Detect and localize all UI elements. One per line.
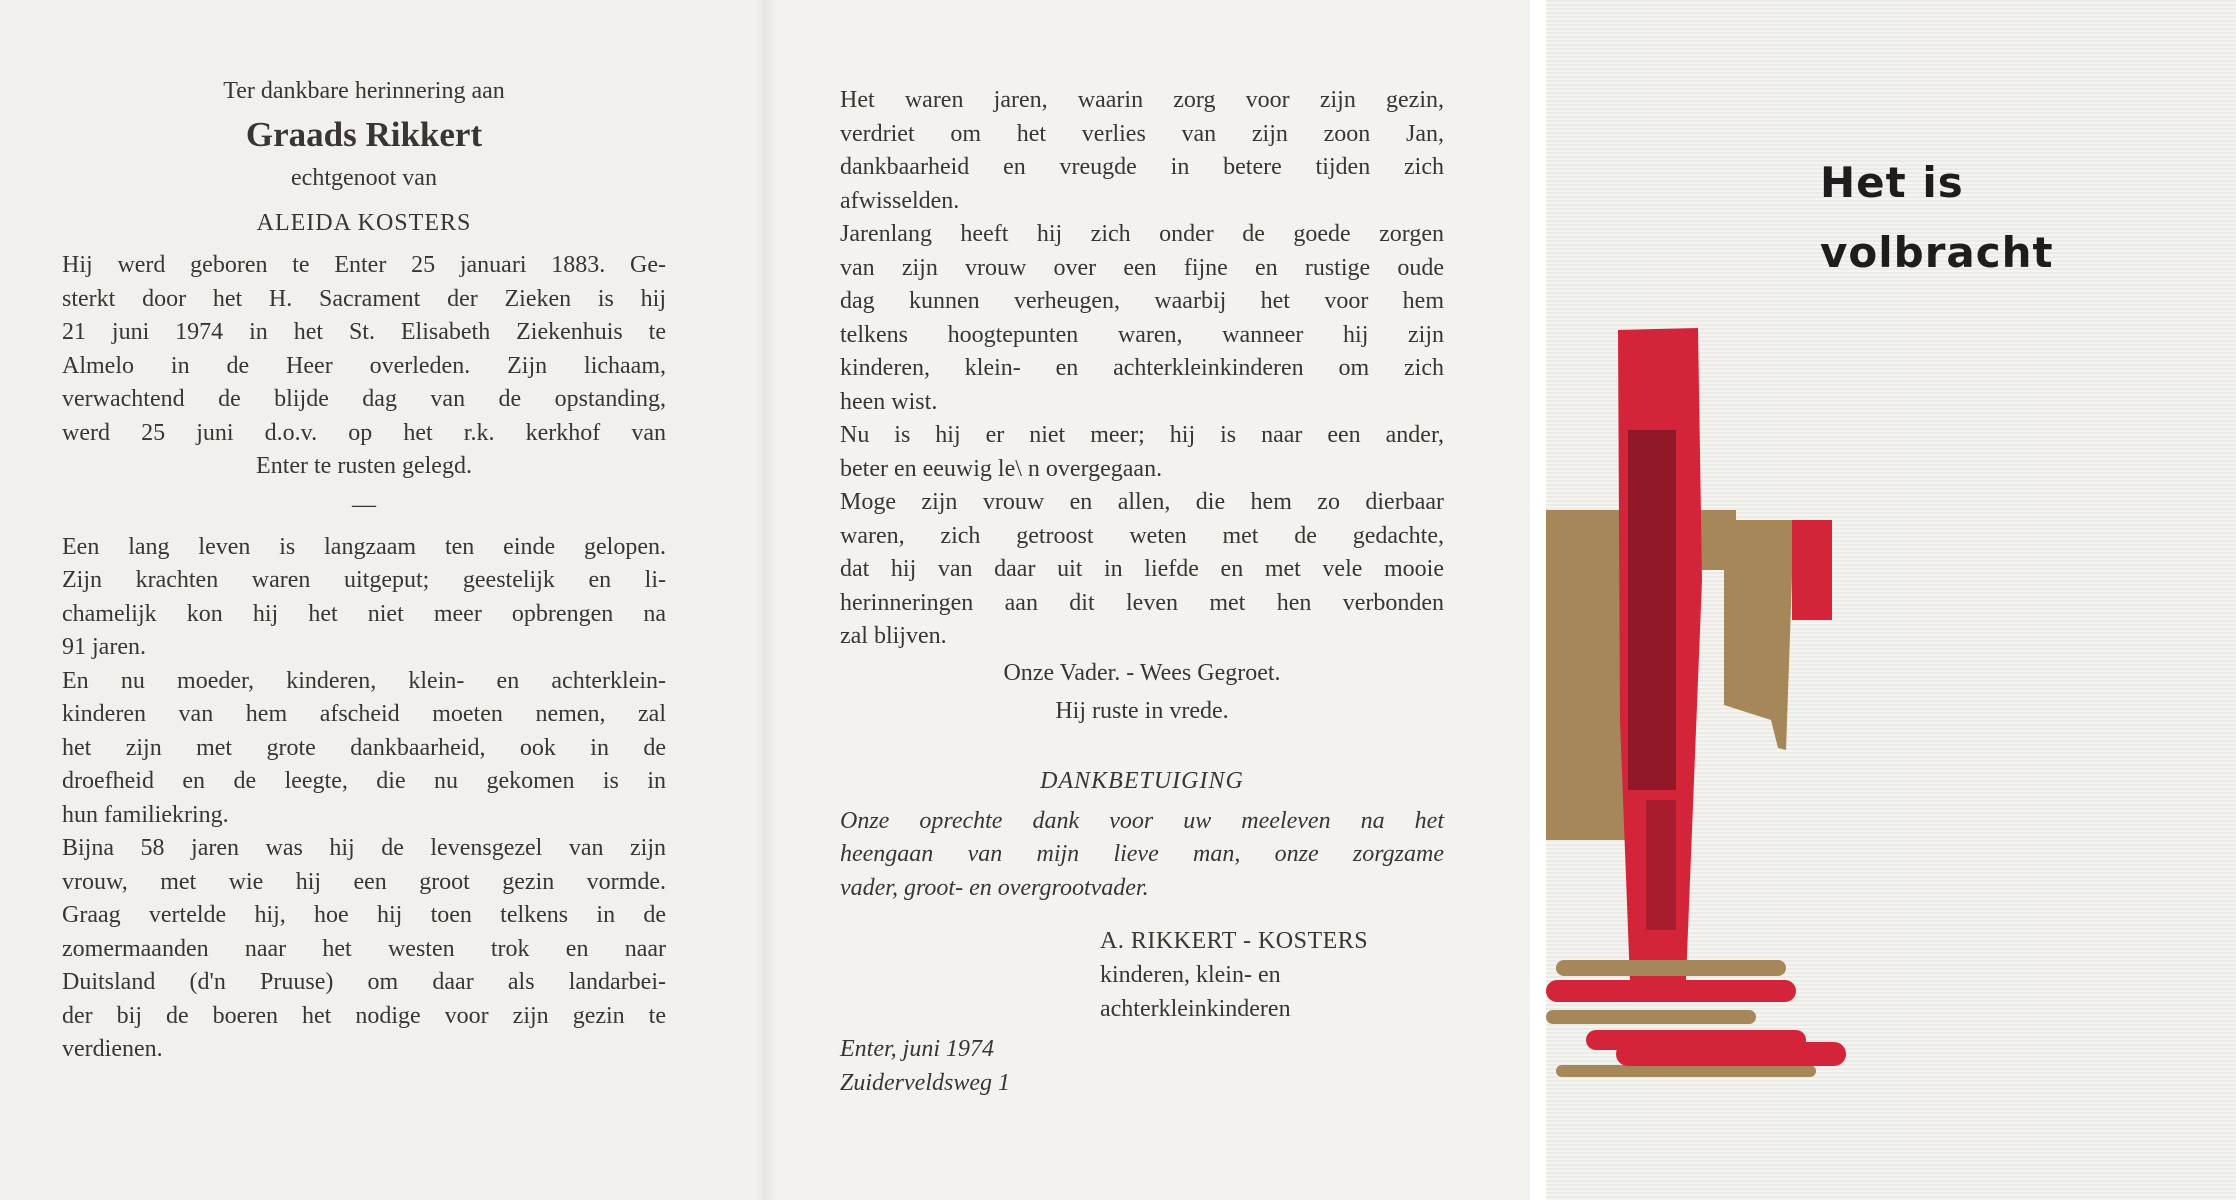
text-line: zal blijven. [840,623,947,649]
text-line: 91 jaren. [62,634,146,660]
text-line: Bijna 58 jaren was hij de levensgezel van zijn [62,835,666,861]
card-fold [756,0,776,1200]
text-line: droefheid en de leegte, die nu gekomen is in [62,768,666,794]
left-column [62,78,666,1067]
text-line: verdienen. [62,1036,163,1062]
bio-line: sterkt door het H. Sacrament der Zieken is hij [62,285,666,312]
signature-block [1100,924,1368,1026]
cover-title [1820,148,2054,288]
text-line: kinderen van hem afscheid moeten nemen, zal [62,701,666,727]
thanks-line: Onze oprechte dank voor uw meeleven na het [840,807,1444,834]
middle-text [840,84,1444,654]
text-line: van zijn vrouw over een fijne en rustige oude [840,254,1444,281]
text-line: En nu moeder, kinderen, klein- en achterklein- [62,667,666,694]
text-line: Duitsland (d'n Pruuse) om daar als landarbei- [62,969,666,995]
text-line: vrouw, met wie hij een groot gezin vormde. [62,868,666,895]
text-line: kinderen, klein- en achterkleinkinderen om zich [840,355,1444,381]
gold-stroke [1546,510,1626,840]
text-line: Moge zijn vrouw en allen, die hem zo dierbaar [840,489,1444,515]
cross-illustration [1546,320,1906,1110]
text-line: der bij de boeren het nodige voor zijn gezin te [62,1002,666,1029]
gold-stroke [1724,520,1794,750]
signature-line: kinderen, klein- en [1100,962,1281,988]
text-line: Zijn krachten waren uitgeput; geestelijk en li- [62,567,666,593]
text-line: herinneringen aan dit leven met hen verbonden [840,589,1444,616]
thanks-heading: DANKBETUIGING [1040,767,1244,794]
text-line: Het waren jaren, waarin zorg voor zijn gezin, [840,87,1444,113]
text-line: waren, zich getroost weten met de gedachte, [840,522,1444,549]
biography [62,249,666,484]
bio-line: Enter te rusten gelegd. [256,453,472,479]
text-line: heen wist. [840,388,938,415]
bio-line: 21 juni 1974 in het St. Elisabeth Ziekenhuis te [62,319,666,345]
intro-text: Ter dankbare herinnering aan [223,78,505,104]
bio-line: werd 25 juni d.o.v. op het r.k. kerkhof van [62,419,666,446]
rest-line: Hij ruste in vrede. [1055,697,1229,724]
prayer-line: Onze Vader. - Wees Gegroet. [1003,659,1281,686]
text-line: Een lang leven is langzaam ten einde gelopen. [62,533,666,560]
cover-title-line: Het is [1820,158,1964,207]
spouse-name: ALEIDA KOSTERS [256,210,472,236]
spouse-label: echtgenoot van [291,165,437,191]
middle-column [840,84,1444,1096]
text-line: Nu is hij er niet meer; hij is naar een ander, [840,422,1444,448]
text-line: telkens hoogtepunten waren, wanneer hij zijn [840,321,1444,348]
place-date: Enter, juni 1974 [840,1036,994,1062]
text-line: hun familiekring. [62,801,229,828]
text-line: verdriet om het verlies van zijn zoon Jan, [840,120,1444,147]
red-fragment [1792,520,1832,620]
text-line: dag kunnen verheugen, waarbij het voor hem [840,288,1444,314]
red-stroke [1546,980,1796,1002]
cover-title-line: volbracht [1820,228,2054,277]
deceased-name: Graads Rikkert [245,115,483,154]
left-text [62,531,666,1067]
panel-gap [1530,0,1546,1200]
signature-line: achterkleinkinderen [1100,996,1291,1022]
gold-stroke [1556,1065,1816,1077]
thanks-line: heengaan van mijn lieve man, onze zorgzame [840,841,1444,867]
bio-line: Hij werd geboren te Enter 25 januari 1883. Ge- [62,252,666,278]
dark-texture [1628,430,1676,790]
text-line: chamelijk kon hij het niet meer opbrengen na [62,600,666,627]
text-line: afwisselden. [840,187,960,214]
text-line: beter en eeuwig le\ n overgegaan. [840,455,1163,482]
text-line: Graag vertelde hij, hoe hij toen telkens in de [62,902,666,928]
gold-stroke [1546,1010,1756,1024]
text-line: het zijn met grote dankbaarheid, ook in de [62,734,666,761]
address: Zuiderveldsweg 1 [840,1070,1010,1096]
thanks-text [840,805,1444,906]
dark-texture [1646,800,1676,930]
thanks-line: vader, groot- en overgrootvader. [840,874,1149,901]
text-line: Jarenlang heeft hij zich onder de goede zorgen [840,221,1444,247]
red-stroke [1616,1042,1846,1066]
divider: — [352,491,376,518]
bio-line: verwachtend de blijde dag van de opstanding, [62,386,666,412]
text-line: zomermaanden naar het westen trok en naar [62,935,666,962]
bio-line: Almelo in de Heer overleden. Zijn lichaam, [62,352,666,379]
gold-stroke [1556,960,1786,976]
place-footer [840,1032,1010,1100]
text-line: dat hij van daar uit in liefde en met vele mooie [840,556,1444,582]
signature-name: A. RIKKERT - KOSTERS [1100,928,1369,954]
text-line: dankbaarheid en vreugde in betere tijden zich [840,154,1444,180]
